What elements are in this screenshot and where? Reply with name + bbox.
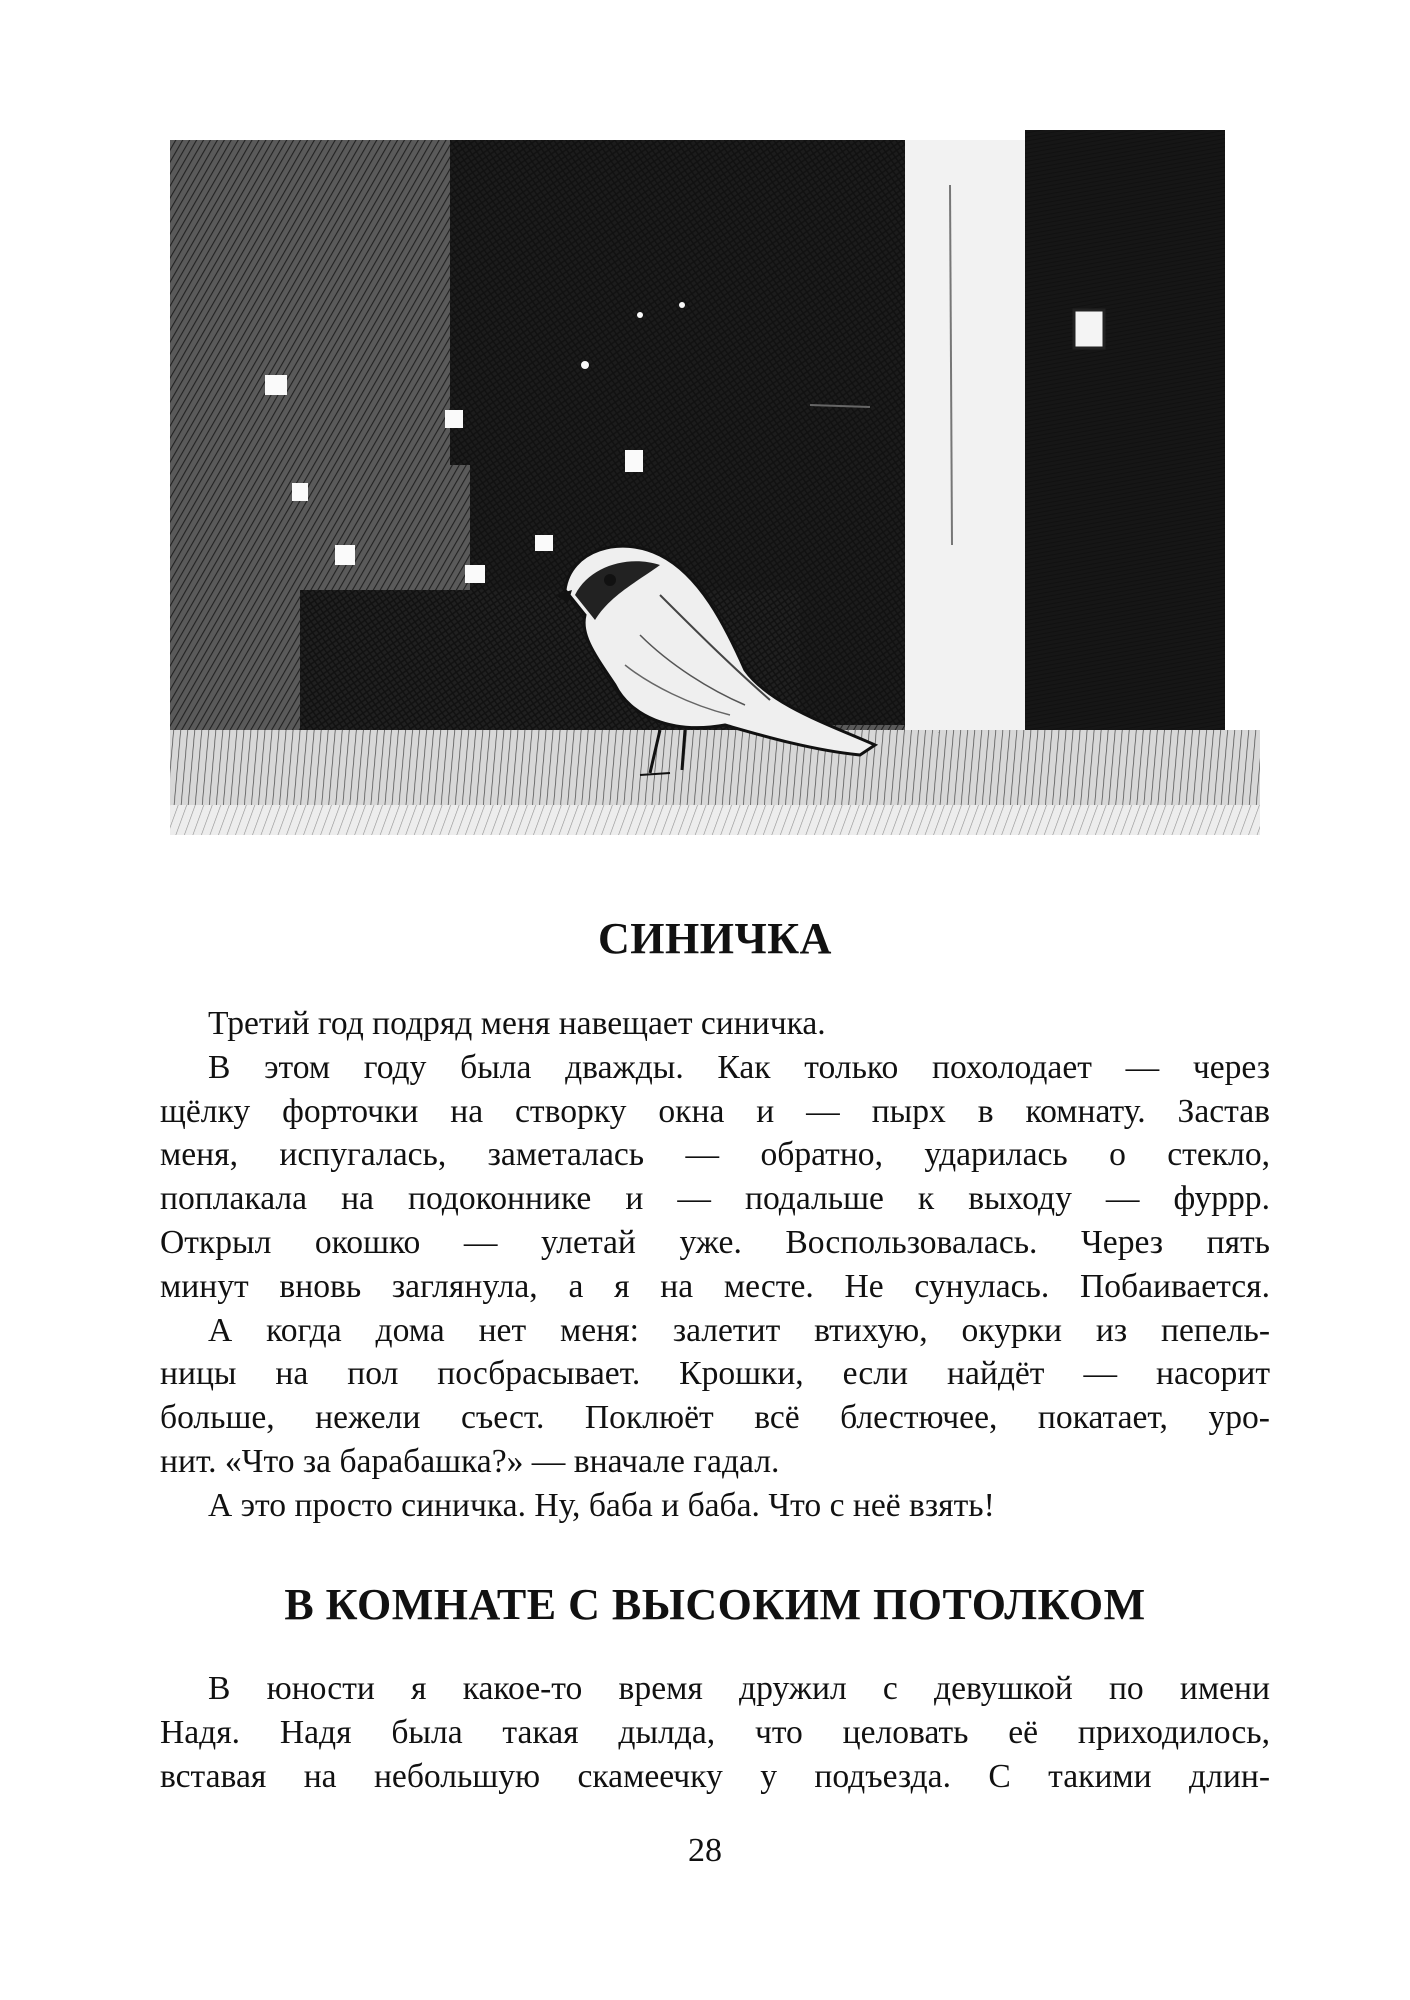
window-gap [905, 140, 1025, 770]
right-building-hatching [1025, 130, 1225, 770]
text-line: меня, испугалась, заметалась — обратно, ударилась о стекло, [160, 1136, 1270, 1174]
page-number: 28 [688, 1832, 722, 1869]
text-line: поплакала на подоконнике и — подальше к выходу — фуррр. [160, 1180, 1270, 1218]
text-line: щёлку форточки на створку окна и — пырх в комнату. Застав [160, 1092, 1270, 1130]
text-line: ницы на пол посбрасывает. Крошки, если найдёт — насорит [160, 1355, 1270, 1393]
text-line: Надя. Надя была такая дылда, что целовать её приходилось, [160, 1713, 1270, 1751]
section-2-title: В КОМНАТЕ С ВЫСОКИМ ПОТОЛКОМ [284, 1580, 1146, 1629]
lit-window-right [1074, 310, 1104, 348]
lit-window [535, 535, 553, 551]
text-line: Третий год подряд меня навещает синичка. [208, 1005, 826, 1042]
text-line: минут вновь заглянула, а я на месте. Не сунулась. Побаивается. [160, 1267, 1270, 1305]
lit-window [292, 483, 308, 501]
text-line: Открыл окошко — улетай уже. Воспользовалась. Через пять [160, 1223, 1270, 1261]
sill-edge-hatching [170, 805, 1260, 835]
section-1-title: СИНИЧКА [598, 914, 832, 963]
lit-window [265, 375, 287, 395]
text-line: нит. «Что за барабашка?» — вначале гадал. [160, 1442, 780, 1480]
lit-window [465, 565, 485, 583]
text-line: А это просто синичка. Ну, баба и баба. Что с неё взять! [208, 1486, 995, 1524]
text-line: вставая на небольшую скамеечку у подъезда. С такими длин- [160, 1757, 1270, 1795]
star [679, 302, 685, 308]
text-line: В этом году была дважды. Как только похолодает — через [208, 1048, 1270, 1086]
illustration [170, 125, 1260, 885]
text-line: больше, нежели съест. Поклюёт всё блестючее, покатает, уро- [160, 1399, 1270, 1437]
star [581, 361, 589, 369]
section-1-body [160, 1002, 1270, 1528]
bird-window-drawing [170, 125, 1260, 885]
lit-window [625, 450, 643, 472]
text-line: В юности я какое-то время дружил с девушкой по имени [208, 1670, 1270, 1707]
star [637, 312, 643, 318]
windowsill-hatching [170, 730, 1260, 805]
lit-window [335, 545, 355, 565]
section-2-body [160, 1667, 1270, 1798]
text-line: А когда дома нет меня: залетит втихую, окурки из пепель- [208, 1311, 1270, 1349]
lit-window [445, 410, 463, 428]
